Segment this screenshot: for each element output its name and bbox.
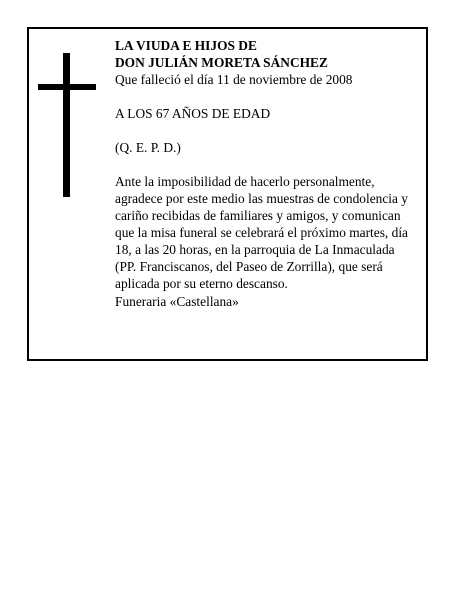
body-line: cariño recibidas de familiares y amigos, y comunican	[115, 208, 401, 223]
death-date-line: Que falleció el día 11 de noviembre de 2008	[115, 72, 353, 87]
obituary-text	[115, 37, 415, 310]
qepd-line: (Q. E. P. D.)	[115, 140, 181, 155]
body-line: 18, a las 20 horas, en la parroquia de La Inmaculada	[115, 242, 395, 257]
cross-horizontal-bar	[38, 84, 96, 90]
body-line: aplicada por su eterno descanso.	[115, 276, 288, 291]
heading-line-1: LA VIUDA E HIJOS DE	[115, 38, 257, 53]
body-line: que la misa funeral se celebrará el próximo martes, día	[115, 225, 408, 240]
age-line: A LOS 67 AÑOS DE EDAD	[115, 106, 271, 121]
heading-line-2: DON JULIÁN MORETA SÁNCHEZ	[115, 55, 328, 70]
body-line: agradece por este medio las muestras de condolencia y	[115, 191, 408, 206]
body-line: (PP. Franciscanos, del Paseo de Zorrilla), que será	[115, 259, 383, 274]
body-paragraph	[115, 173, 415, 292]
body-line: Ante la imposibilidad de hacerlo personalmente,	[115, 174, 375, 189]
funeral-home-line: Funeraria «Castellana»	[115, 294, 239, 309]
cross-vertical-bar	[63, 53, 70, 197]
